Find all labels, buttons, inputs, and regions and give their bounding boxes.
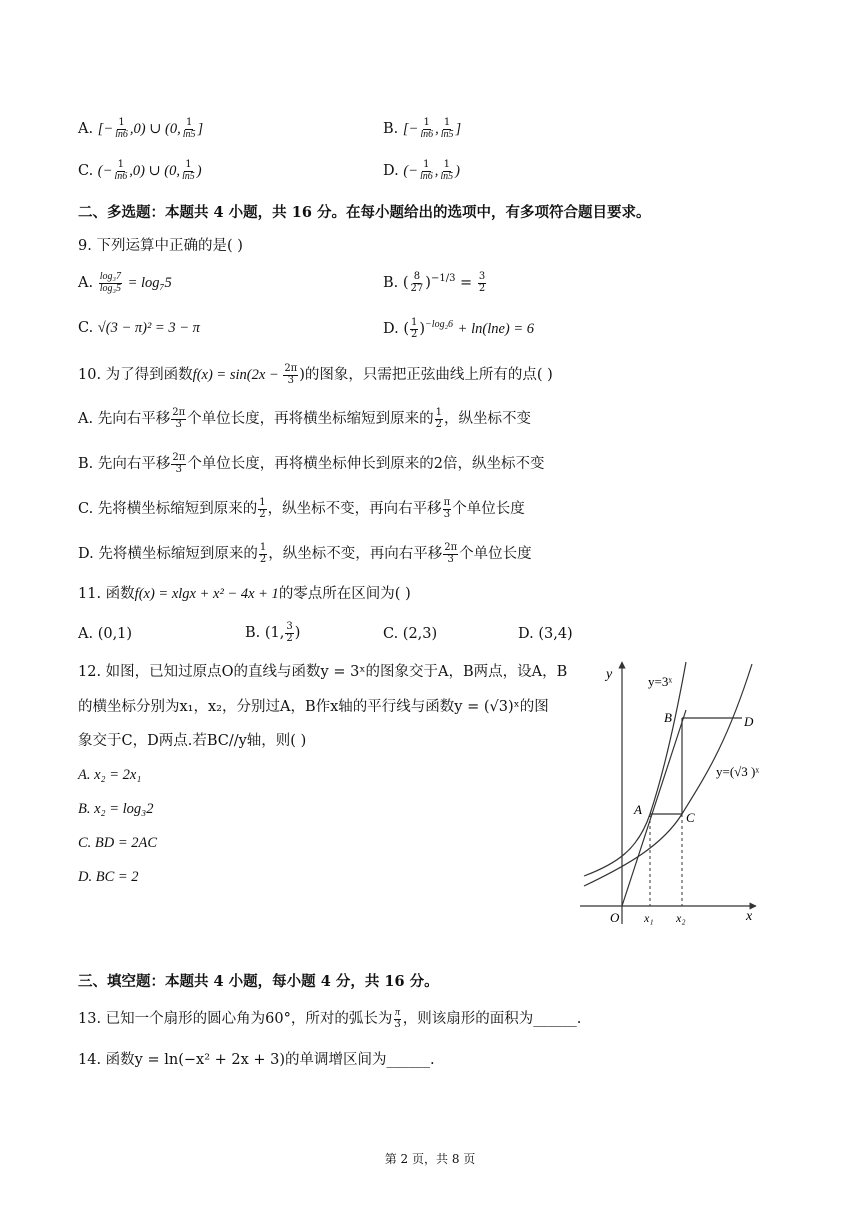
- label-curve1: y=3ˣ: [648, 674, 673, 689]
- q10-option-a: A. 先向右平移 $\frac{2\pi}{3}$ 个单位长度，再将横坐标缩短到原来的 $\frac{1}{2}$ ，纵坐标不变: [78, 407, 532, 430]
- q9-option-a: A. $\frac{\text{log₃7}}{\text{log₃5}}$ = log₇5: [78, 271, 172, 294]
- label-origin: O: [610, 910, 620, 925]
- label-c: C: [686, 810, 695, 825]
- q11-option-c: C. (2,3): [383, 626, 438, 642]
- q12-stem-line-3: 象交于C，D两点.若BC//y轴，则( ): [78, 733, 307, 749]
- line-through-origin: [622, 710, 686, 906]
- q9-option-b: B. ( $\frac{8}{27}$ )$^{-1/3}$ = $\frac{3}{2}$: [383, 271, 486, 294]
- label-d: D: [744, 714, 754, 729]
- q8-option-b: B. [− $\frac{1}{\ln 6}$ , $\frac{1}{\ln 5}$ ]: [383, 117, 462, 140]
- label-y: y: [606, 667, 613, 682]
- q11-option-b: B. (1, $\frac{3}{2}$ ): [245, 621, 301, 644]
- q12-option-d: D. BC = 2: [78, 869, 139, 885]
- q12-option-a: A. x₂ = 2x₁: [78, 767, 142, 783]
- label-x2: x₂: [676, 911, 686, 925]
- q12-stem-line-1: 12. 如图，已知过原点O的直线与函数y = 3ˣ的图象交于A，B两点，设A，B: [78, 664, 568, 680]
- label-curve2: y=(√3 )ˣ: [716, 764, 760, 779]
- q11-stem: 11. 函数f(x) = xlgx + x² − 4x + 1的零点所在区间为( ): [78, 586, 411, 602]
- label-a: A: [634, 802, 642, 817]
- q10-option-b: B. 先向右平移 $\frac{2\pi}{3}$ 个单位长度，再将横坐标伸长到原来的2倍，纵坐标不变: [78, 452, 545, 475]
- q8-option-a: A. [− $\frac{1}{\ln 6}$ ,0) ∪ (0, $\frac{1}{\ln 5}$ ]: [78, 117, 204, 140]
- q10-option-c: C. 先将横坐标缩短到原来的 $\frac{1}{2}$ ，纵坐标不变，再向右平移 $\frac{\pi}{3}$ 个单位长度: [78, 497, 525, 520]
- q12-option-c: C. BD = 2AC: [78, 835, 158, 851]
- q11-option-d: D. (3,4): [518, 626, 573, 642]
- section-2-heading: 二、多选题：本题共 4 小题，共 16 分。在每小题给出的选项中，有多项符合题目要求。: [78, 204, 651, 221]
- q12-stem-line-2: 的横坐标分别为x₁，x₂，分别过A，B作x轴的平行线与函数y = (√3)ˣ的图: [78, 699, 549, 715]
- q10-stem: 10. 为了得到函数f(x) = sin(2x − $\frac{2\pi}{3}$ )的图象，只需把正弦曲线上所有的点( ): [78, 363, 553, 386]
- page-footer: 第 2 页，共 8 页: [384, 1152, 476, 1166]
- q12-figure: [576, 654, 768, 928]
- label-b: B: [664, 710, 672, 725]
- label-x: x: [746, 909, 753, 924]
- q11-option-a: A. (0,1): [78, 626, 133, 642]
- q12-option-b: B. x₂ = log₃2: [78, 801, 154, 817]
- q13: 13. 已知一个扇形的圆心角为60°，所对的弧长为 $\frac{\pi}{3}$ ，则该扇形的面积为______.: [78, 1007, 582, 1030]
- q9-option-d: D. ( $\frac{1}{2}$ )$^{-log_26}$ + ln(lne) = 6: [383, 317, 535, 340]
- q8-option-c: C. (− $\frac{1}{\ln 6}$ ,0) ∪ (0, $\frac{1}{\ln 5}$ ): [78, 159, 202, 182]
- q9-stem: 9. 下列运算中正确的是( ): [78, 238, 243, 254]
- section-3-heading: 三、填空题：本题共 4 小题，每小题 4 分，共 16 分。: [78, 973, 439, 990]
- label-x1: x₁: [644, 911, 654, 925]
- q14: 14. 函数y = ln(−x² + 2x + 3)的单调增区间为______.: [78, 1052, 435, 1068]
- q10-option-d: D. 先将横坐标缩短到原来的 $\frac{1}{2}$ ，纵坐标不变，再向右平移 $\frac{2\pi}{3}$ 个单位长度: [78, 542, 532, 565]
- q9-option-c: C. √(3 − π)² = 3 − π: [78, 320, 200, 336]
- curve-3-pow-x: [584, 662, 686, 876]
- q8-option-d: D. (− $\frac{1}{\ln 6}$ , $\frac{1}{\ln 5}$ ): [383, 159, 460, 182]
